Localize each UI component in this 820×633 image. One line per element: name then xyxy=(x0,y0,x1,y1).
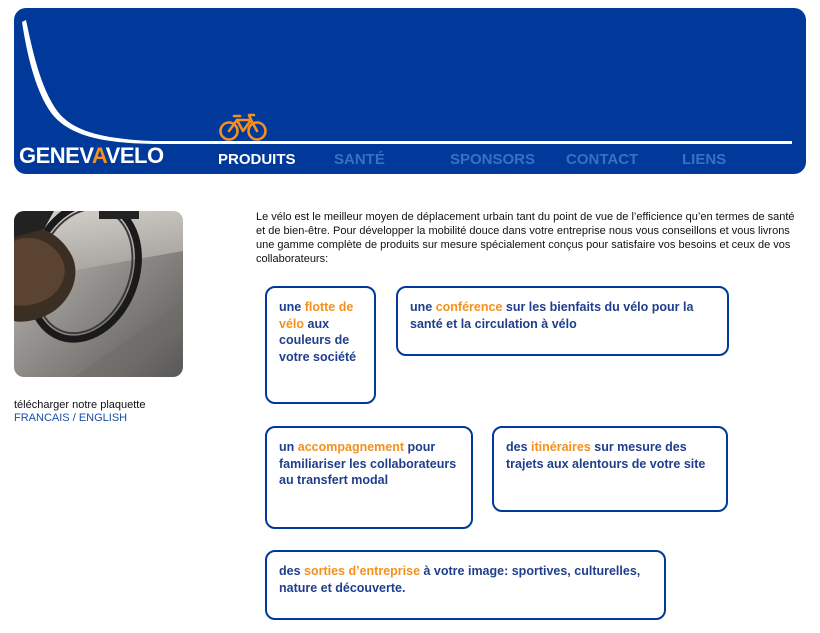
bicycle-icon xyxy=(218,112,268,142)
logo-text-accent: A xyxy=(91,143,106,168)
download-brochure-label: télécharger notre plaquette xyxy=(14,399,146,411)
card-text: une xyxy=(279,300,305,314)
card-highlight: itinéraires xyxy=(531,440,591,454)
nav-item-contact[interactable]: CONTACT xyxy=(566,151,639,168)
nav-item-sponsors[interactable]: SPONSORS xyxy=(450,151,536,168)
product-card-conference xyxy=(396,286,729,356)
site-logo[interactable] xyxy=(19,143,164,169)
download-english-link[interactable]: ENGLISH xyxy=(78,412,128,424)
nav-item-produits[interactable]: PRODUITS xyxy=(218,151,296,168)
site-header xyxy=(14,8,806,174)
card-text: un xyxy=(279,440,298,454)
product-card-flotte xyxy=(265,286,376,404)
product-card-itineraires xyxy=(492,426,728,512)
nav-item-sante[interactable]: SANTÉ xyxy=(334,151,385,168)
card-text: des xyxy=(279,564,305,578)
link-separator: / xyxy=(72,412,76,424)
logo-text-part1: GENEV xyxy=(19,143,92,168)
card-text: aux couleurs de votre société xyxy=(279,316,357,364)
card-text: des xyxy=(506,440,532,454)
card-text: pour familiariser les collaborateurs au transfert modal xyxy=(279,440,457,487)
card-highlight: conférence xyxy=(435,300,503,314)
card-text: sur les bienfaits du vélo pour la santé et la circulation à vélo xyxy=(410,300,694,331)
download-links xyxy=(14,412,127,424)
intro-paragraph: Le vélo est le meilleur moyen de déplacement urbain tant du point de vue de l’efficience qu’en termes de santé et de bien-être. Pour développer la mobilité douce dans votre entreprise nous vous conseillons et vous livrons une gamme complète de produits sur mesure spécialement conçus pour satisfaire vos besoins et ceux de vos collaborateurs: xyxy=(256,211,795,265)
product-card-sorties xyxy=(265,550,666,620)
cyclist-photo xyxy=(14,211,183,377)
card-highlight: sorties d’entreprise xyxy=(304,564,421,578)
card-text: à votre image: sportives, culturelles, nature et découverte. xyxy=(279,564,641,595)
product-card-accompagnement xyxy=(265,426,473,529)
card-text: sur mesure des trajets aux alentours de votre site xyxy=(506,440,706,471)
card-text: une xyxy=(410,300,436,314)
logo-text-part2: VELO xyxy=(105,143,164,168)
card-highlight: flotte de vélo xyxy=(279,300,354,331)
card-highlight: accompagnement xyxy=(297,440,405,454)
nav-item-liens[interactable]: LIENS xyxy=(682,151,727,168)
download-francais-link[interactable]: FRANCAIS xyxy=(14,412,70,424)
